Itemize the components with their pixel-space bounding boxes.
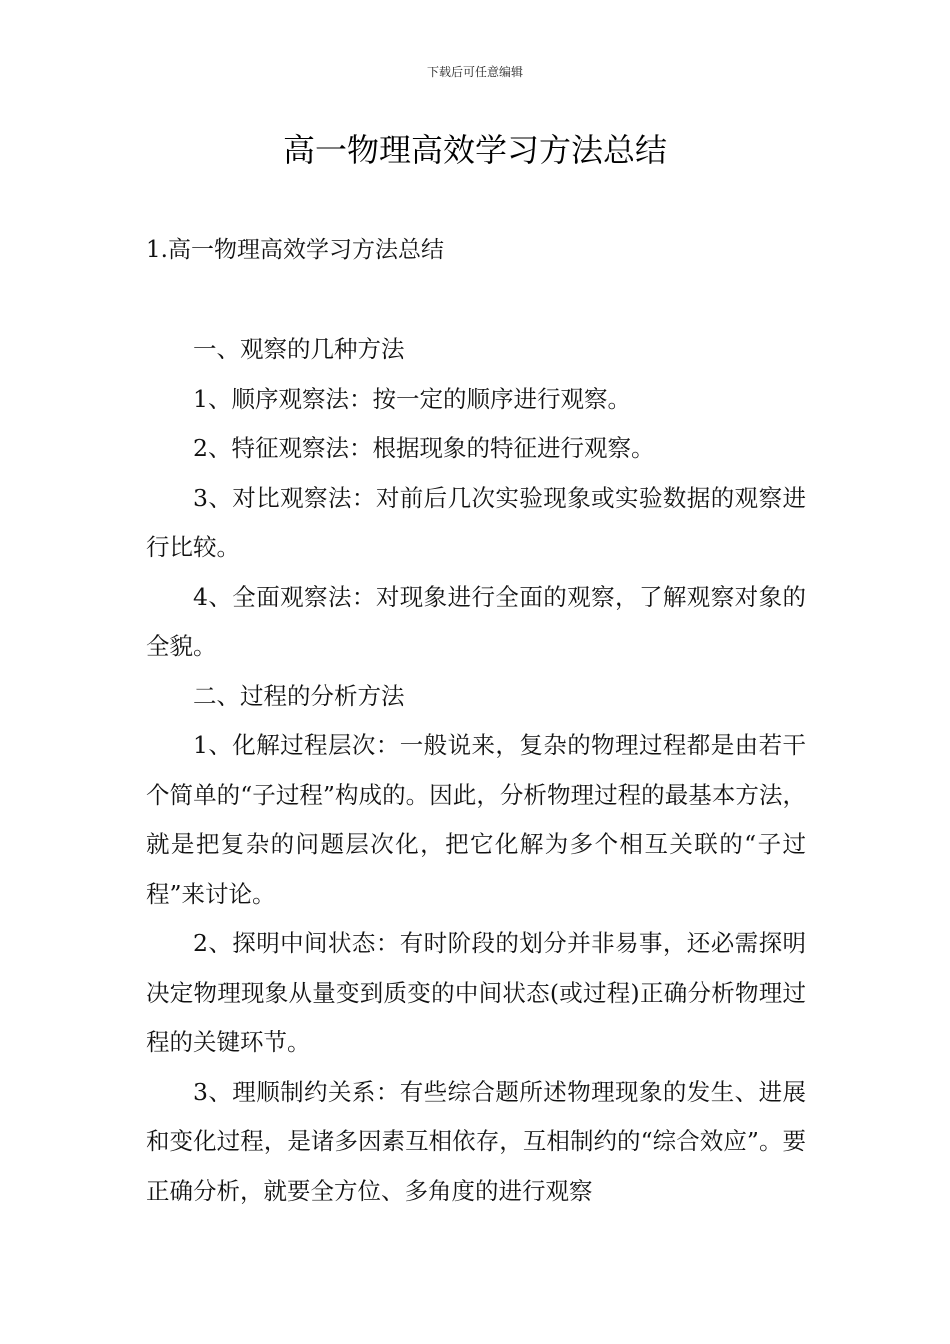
header-note: 下载后可任意编辑 — [426, 65, 523, 79]
paragraph-process-heading: 二、过程的分析方法 — [193, 681, 405, 710]
paragraph-observation-4: 4、全面观察法：对现象进行全面的观察，了解观察对象的全貌。 — [146, 582, 806, 660]
paragraph-observation-2: 2、特征观察法：根据现象的特征进行观察。 — [193, 434, 655, 462]
document-title: 高一物理高效学习方法总结 — [282, 131, 667, 169]
paragraph-process-3: 3、理顺制约关系：有些综合题所述物理现象的发生、进展和变化过程，是诸多因素互相依存，互相制约的“综合效应”。要正确分析，就要全方位、多角度的进行观察 — [146, 1077, 806, 1205]
paragraph-process-2: 2、探明中间状态：有时阶段的划分并非易事，还必需探明决定物理现象从量变到质变的中间状态(或过程)正确分析物理过程的关键环节。 — [146, 929, 806, 1056]
document-body — [146, 325, 806, 1216]
paragraph-observation-3: 3、对比观察法：对前后几次实验现象或实验数据的观察进行比较。 — [146, 483, 806, 561]
section-heading: 1.高一物理高效学习方法总结 — [146, 237, 444, 263]
paragraph-process-1: 1、化解过程层次：一般说来，复杂的物理过程都是由若干个简单的“子过程”构成的。因此，分析物理过程的最基本方法，就是把复杂的问题层次化，把它化解为多个相互关联的“子过程”来讨论。 — [146, 731, 806, 908]
paragraph-observation-heading: 一、观察的几种方法 — [193, 335, 405, 363]
paragraph-observation-1: 1、顺序观察法：按一定的顺序进行观察。 — [193, 384, 631, 413]
